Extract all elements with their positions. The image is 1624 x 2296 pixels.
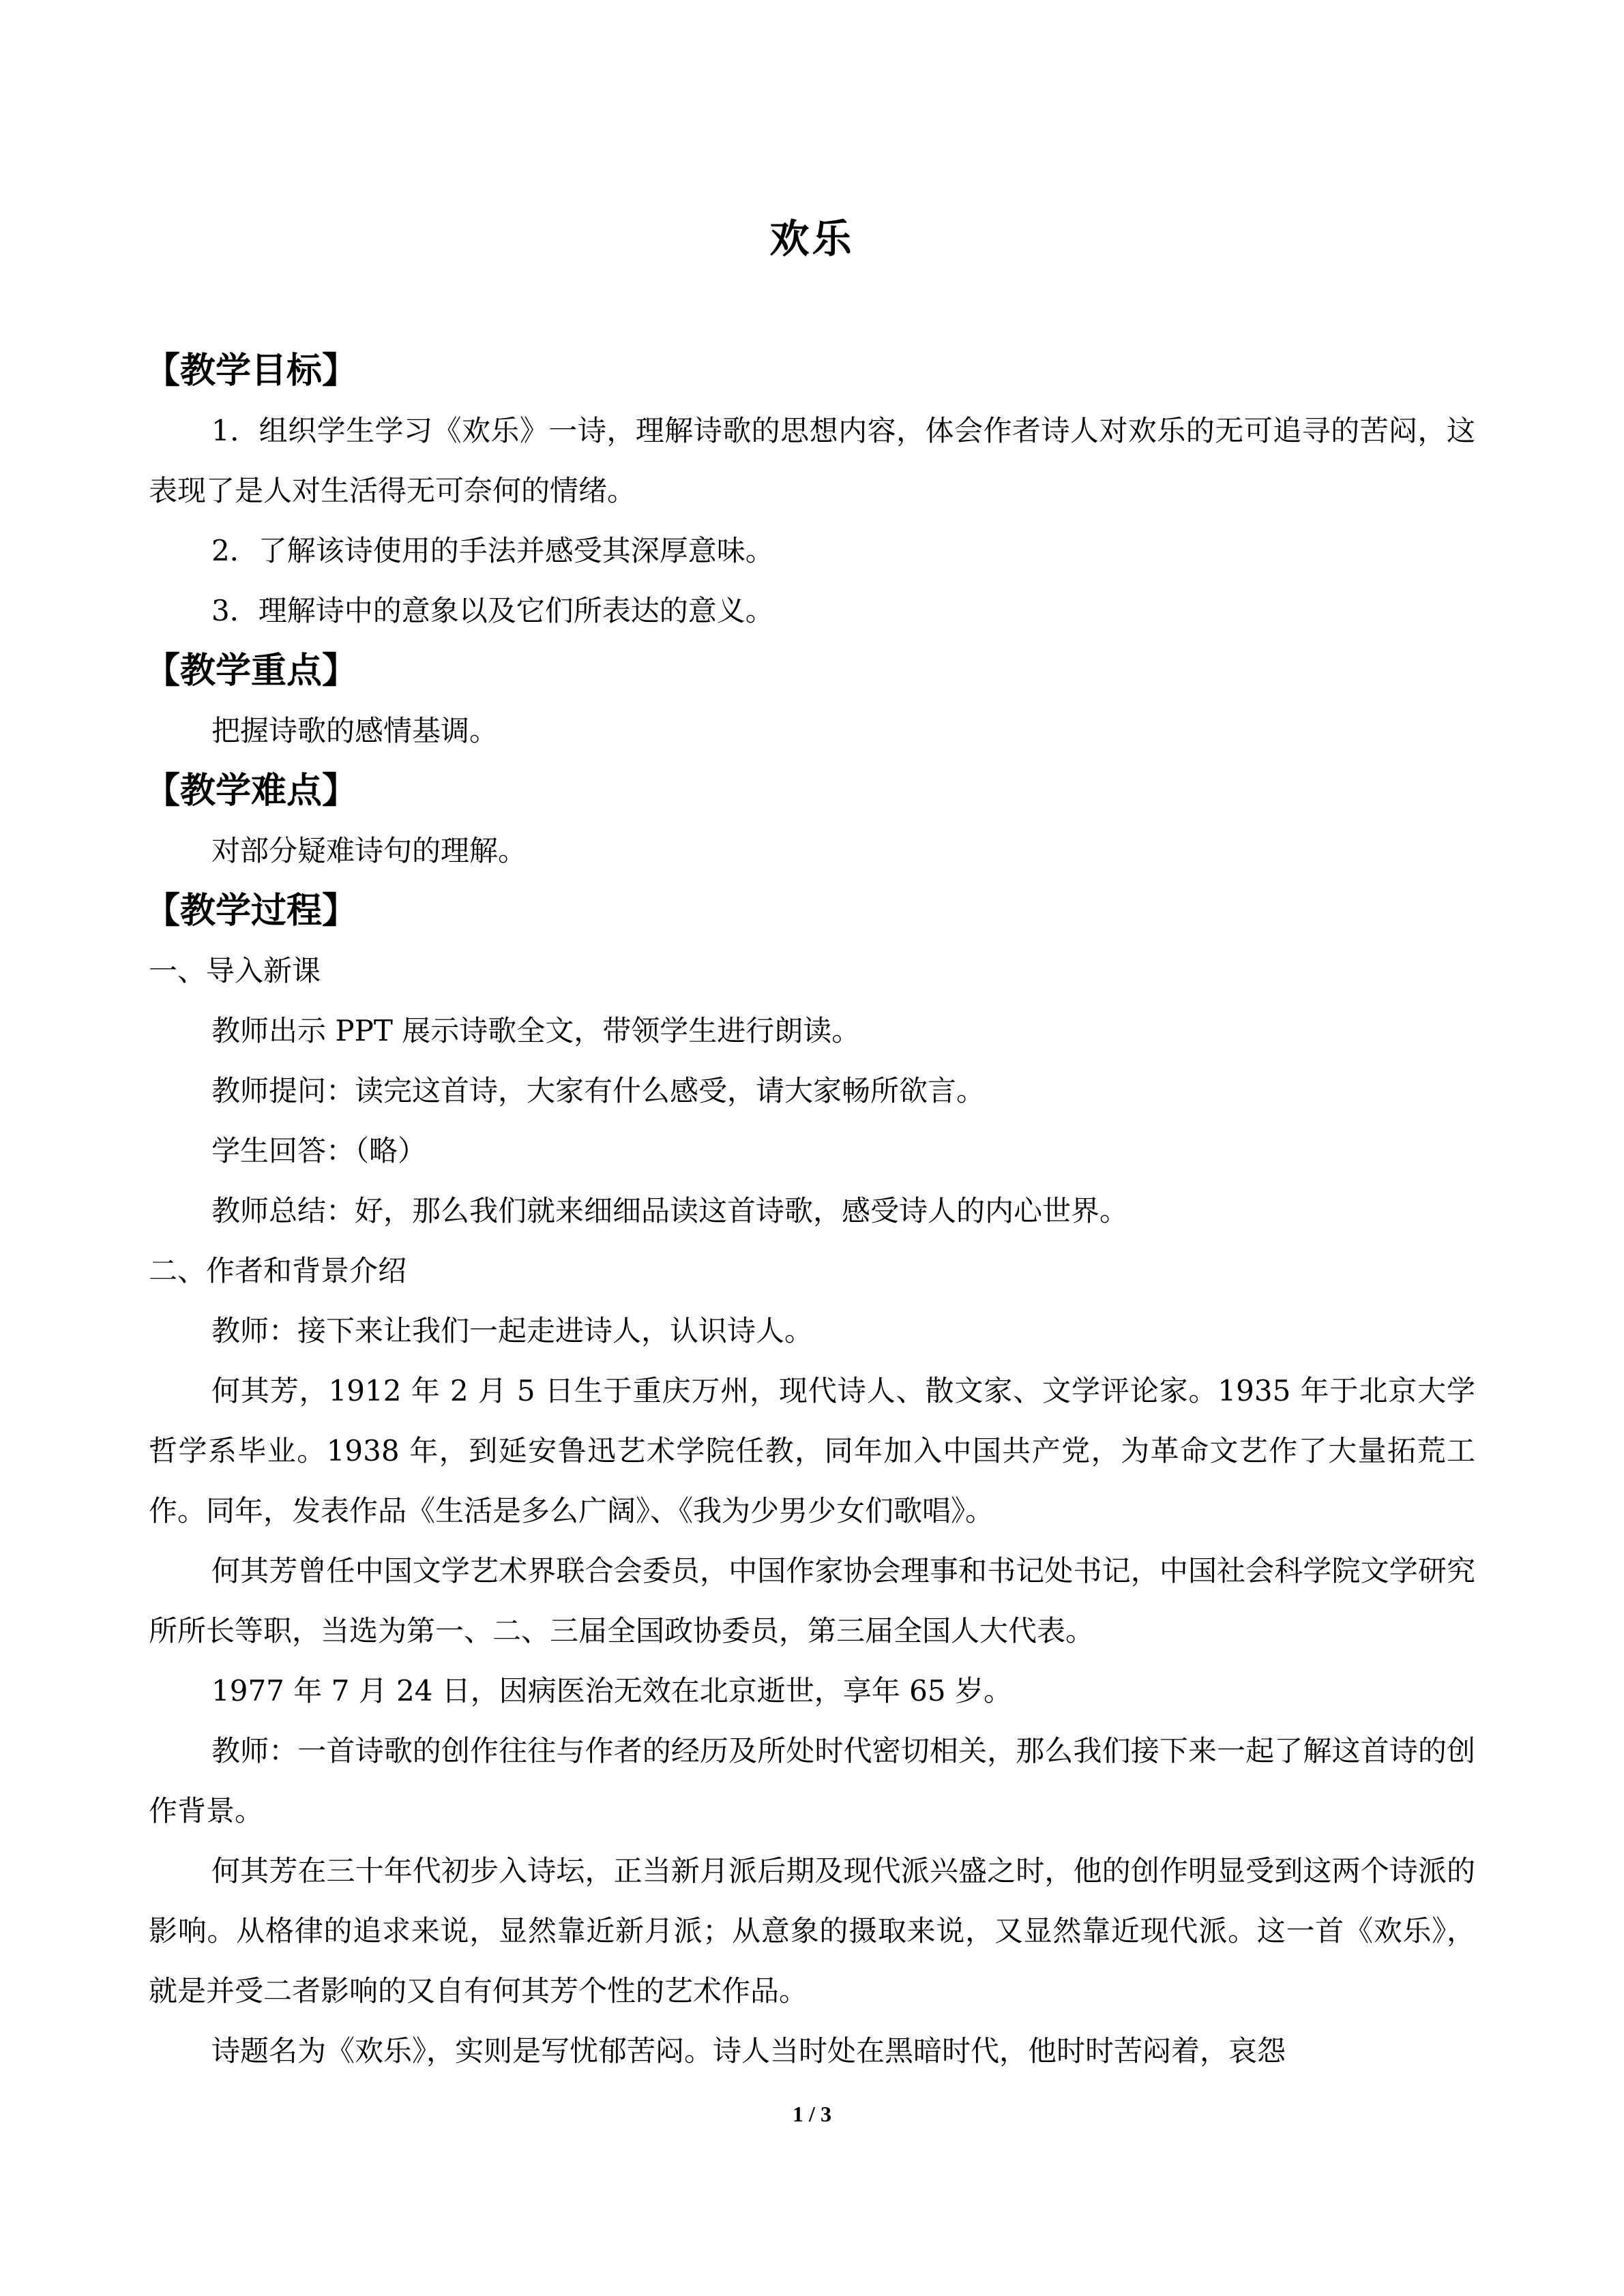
paragraph: 学生回答：（略）: [211, 1134, 427, 1167]
paragraph: 教师总结：好，那么我们就来细细品读这首诗歌，感受诗人的内心世界。: [211, 1194, 1129, 1227]
paragraph: 1977 年 7 月 24 日，因病医治无效在北京逝世，享年 65 岁。: [211, 1674, 1012, 1708]
paragraph: 教师：一首诗歌的创作往往与作者的经历及所处时代密切相关，那么我们接下来一起了解这首诗的创作背景。: [149, 1734, 1475, 1828]
objective-item: 1．组织学生学习《欢乐》一诗，理解诗歌的思想内容，体会作者诗人对欢乐的无可追寻的苦闷，这表现了是人对生活得无可奈何的情绪。: [149, 414, 1475, 507]
section-heading-process: 【教学过程】: [145, 891, 358, 931]
page-number: 1 / 3: [793, 2102, 831, 2126]
objective-item: 3．理解诗中的意象以及它们所表达的意义。: [211, 594, 774, 627]
document-title: 欢乐: [769, 215, 855, 262]
section-heading-key-points: 【教学重点】: [145, 651, 358, 691]
paragraph: 教师：接下来让我们一起走进诗人，认识诗人。: [211, 1314, 814, 1347]
difficulties-text: 对部分疑难诗句的理解。: [211, 834, 527, 867]
paragraph: 何其芳在三十年代初步入诗坛，正当新月派后期及现代派兴盛之时，他的创作明显受到这两个诗派的影响。从格律的追求来说，显然靠近新月派；从意象的摄取来说，又显然靠近现代派。这一首《欢乐》，就是并受二者影响的又自有何其芳个性的艺术作品。: [149, 1854, 1475, 2008]
document-body: [145, 341, 1475, 2081]
section-heading-objectives: 【教学目标】: [145, 351, 358, 391]
objective-item: 2．了解该诗使用的手法并感受其深厚意味。: [211, 534, 774, 567]
process-part-title: 二、作者和背景介绍: [149, 1254, 407, 1287]
key-points-text: 把握诗歌的感情基调。: [211, 714, 499, 747]
process-part-title: 一、导入新课: [149, 954, 321, 987]
paragraph: 何其芳曾任中国文学艺术界联合会委员，中国作家协会理事和书记处书记，中国社会科学院文学研究所所长等职，当选为第一、二、三届全国政协委员，第三届全国人大代表。: [149, 1554, 1475, 1648]
paragraph: 诗题名为《欢乐》，实则是写忧郁苦闷。诗人当时处在黑暗时代，他时时苦闷着，哀怨: [211, 2034, 1286, 2068]
paragraph: 何其芳，1912 年 2 月 5 日生于重庆万州，现代诗人、散文家、文学评论家。1935 年于北京大学哲学系毕业。1938 年，到延安鲁迅艺术学院任教，同年加入中国共产党，为革命文艺作了大量拓荒工作。同年，发表作品《生活是多么广阔》、《我为少男少女们歌唱》。: [149, 1374, 1475, 1527]
paragraph: 教师提问：读完这首诗，大家有什么感受，请大家畅所欲言。: [211, 1074, 986, 1107]
paragraph: 教师出示 PPT 展示诗歌全文，带领学生进行朗读。: [211, 1014, 861, 1047]
section-heading-difficulties: 【教学难点】: [145, 771, 358, 811]
